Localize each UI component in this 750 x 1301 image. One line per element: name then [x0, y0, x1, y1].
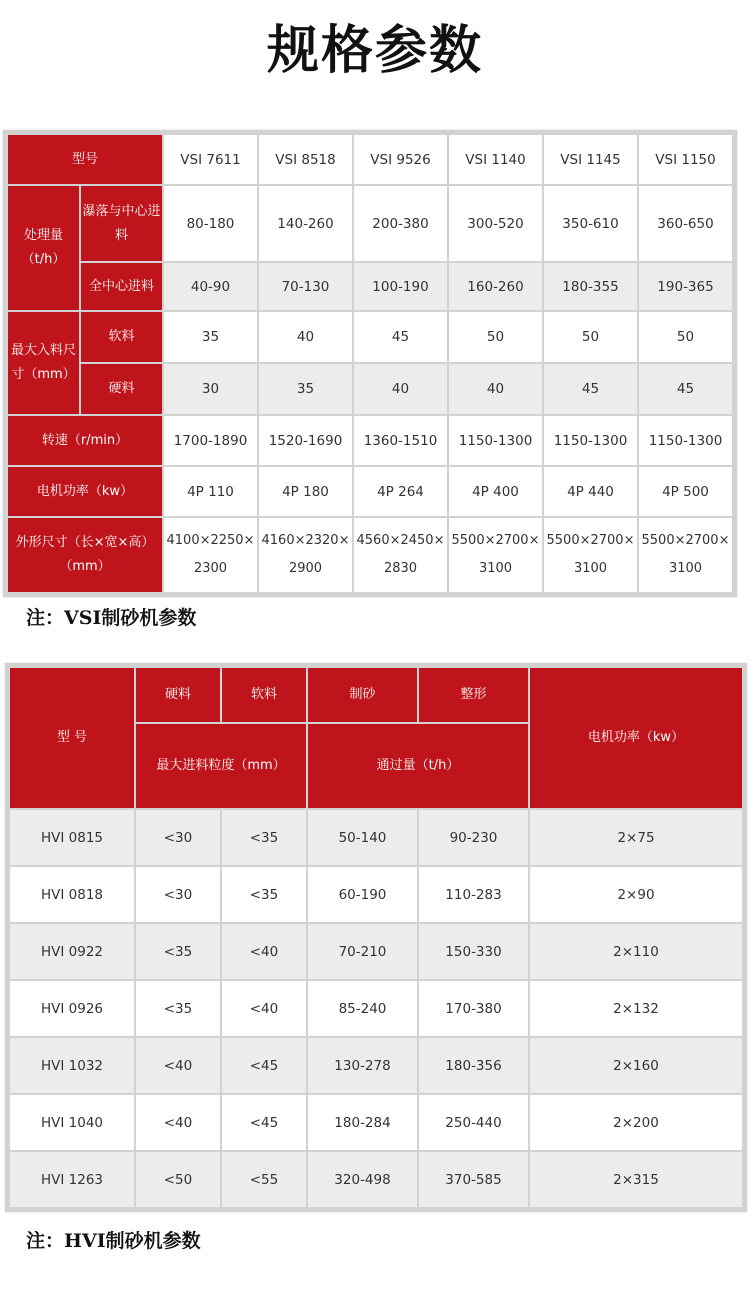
table-row	[10, 810, 742, 865]
table-row	[10, 924, 742, 979]
vsi-model-cell: VSI 9526	[354, 135, 447, 184]
hvi-hard-cell: <40	[136, 1038, 220, 1093]
hvi-soft-cell: <35	[222, 810, 306, 865]
vsi-dim-cell: 5500×2700×3100	[449, 518, 542, 592]
vsi-power-cell: 4P 180	[259, 467, 352, 516]
vsi-dim-cell: 5500×2700×3100	[544, 518, 637, 592]
hvi-model-cell: HVI 0818	[10, 867, 134, 922]
hvi-model-cell: HVI 1263	[10, 1152, 134, 1207]
hvi-soft-cell: <40	[222, 924, 306, 979]
hvi-model-cell: HVI 1032	[10, 1038, 134, 1093]
vsi-model-cell: VSI 8518	[259, 135, 352, 184]
vsi-model-cell: VSI 1140	[449, 135, 542, 184]
vsi-model-cell: VSI 7611	[164, 135, 257, 184]
vsi-model-label: 型号	[8, 135, 162, 184]
vsi-soft-cell: 45	[354, 312, 447, 362]
hvi-shape-cell: 110-283	[419, 867, 528, 922]
vsi-model-cell: VSI 1150	[639, 135, 732, 184]
hvi-shape-cell: 90-230	[419, 810, 528, 865]
hvi-sand-cell: 60-190	[308, 867, 417, 922]
hvi-soft-label: 软料	[222, 668, 306, 722]
vsi-hard-label: 硬料	[81, 364, 162, 414]
hvi-spec-table	[5, 663, 747, 1212]
hvi-hard-cell: <35	[136, 924, 220, 979]
hvi-model-cell: HVI 0922	[10, 924, 134, 979]
hvi-sand-cell: 320-498	[308, 1152, 417, 1207]
hvi-feed-label: 最大进料粒度（mm）	[136, 724, 306, 808]
table-row	[10, 981, 742, 1036]
hvi-shape-label: 整形	[419, 668, 528, 722]
vsi-speed-cell: 1360-1510	[354, 416, 447, 465]
vsi-hard-cell: 45	[639, 364, 732, 414]
hvi-sand-label: 制砂	[308, 668, 417, 722]
vsi-dim-cell: 4160×2320×2900	[259, 518, 352, 592]
hvi-soft-cell: <40	[222, 981, 306, 1036]
vsi-speed-cell: 1150-1300	[639, 416, 732, 465]
vsi-cascade-label: 瀑落与中心进料	[81, 186, 162, 261]
vsi-hard-cell: 45	[544, 364, 637, 414]
vsi-soft-cell: 50	[639, 312, 732, 362]
vsi-cascade-cell: 80-180	[164, 186, 257, 261]
table-row	[10, 1095, 742, 1150]
page-title: 规格参数	[266, 21, 483, 81]
vsi-dim-cell: 4100×2250×2300	[164, 518, 257, 592]
vsi-capacity-label: 处理量（t/h）	[8, 186, 79, 310]
hvi-sand-cell: 70-210	[308, 924, 417, 979]
hvi-soft-cell: <35	[222, 867, 306, 922]
vsi-soft-label: 软料	[81, 312, 162, 362]
hvi-note: 注：HVI制砂机参数	[26, 1230, 201, 1252]
vsi-speed-label: 转速（r/min）	[8, 416, 162, 465]
vsi-hard-cell: 35	[259, 364, 352, 414]
vsi-cascade-cell: 200-380	[354, 186, 447, 261]
vsi-dim-cell: 5500×2700×3100	[639, 518, 732, 592]
vsi-center-cell: 40-90	[164, 263, 257, 310]
vsi-dim-cell: 4560×2450×2830	[354, 518, 447, 592]
vsi-speed-cell: 1700-1890	[164, 416, 257, 465]
hvi-shape-cell: 180-356	[419, 1038, 528, 1093]
hvi-shape-cell: 370-585	[419, 1152, 528, 1207]
hvi-soft-cell: <45	[222, 1038, 306, 1093]
vsi-speed-cell: 1520-1690	[259, 416, 352, 465]
hvi-power-cell: 2×132	[530, 981, 742, 1036]
vsi-power-cell: 4P 440	[544, 467, 637, 516]
hvi-sand-cell: 180-284	[308, 1095, 417, 1150]
vsi-power-label: 电机功率（kw）	[8, 467, 162, 516]
vsi-model-cell: VSI 1145	[544, 135, 637, 184]
table-row	[10, 1038, 742, 1093]
vsi-cascade-cell: 350-610	[544, 186, 637, 261]
vsi-hard-cell: 30	[164, 364, 257, 414]
hvi-hard-cell: <30	[136, 810, 220, 865]
hvi-power-cell: 2×75	[530, 810, 742, 865]
vsi-power-cell: 4P 400	[449, 467, 542, 516]
hvi-hard-label: 硬料	[136, 668, 220, 722]
vsi-soft-cell: 50	[449, 312, 542, 362]
vsi-speed-cell: 1150-1300	[449, 416, 542, 465]
vsi-spec-table	[3, 130, 737, 597]
vsi-soft-cell: 50	[544, 312, 637, 362]
vsi-center-cell: 70-130	[259, 263, 352, 310]
vsi-note: 注：VSI制砂机参数	[26, 607, 197, 629]
vsi-feed-label: 最大入料尺寸（mm）	[8, 312, 79, 414]
hvi-model-label: 型 号	[10, 668, 134, 808]
hvi-hard-cell: <40	[136, 1095, 220, 1150]
hvi-shape-cell: 250-440	[419, 1095, 528, 1150]
hvi-hard-cell: <30	[136, 867, 220, 922]
hvi-sand-cell: 50-140	[308, 810, 417, 865]
hvi-model-cell: HVI 0815	[10, 810, 134, 865]
hvi-power-cell: 2×110	[530, 924, 742, 979]
vsi-speed-cell: 1150-1300	[544, 416, 637, 465]
hvi-sand-cell: 85-240	[308, 981, 417, 1036]
table-row	[10, 1152, 742, 1207]
hvi-soft-cell: <45	[222, 1095, 306, 1150]
hvi-hard-cell: <35	[136, 981, 220, 1036]
vsi-cascade-cell: 140-260	[259, 186, 352, 261]
vsi-power-cell: 4P 500	[639, 467, 732, 516]
hvi-throughput-label: 通过量（t/h）	[308, 724, 528, 808]
vsi-power-cell: 4P 264	[354, 467, 447, 516]
hvi-model-cell: HVI 0926	[10, 981, 134, 1036]
hvi-power-cell: 2×200	[530, 1095, 742, 1150]
hvi-hard-cell: <50	[136, 1152, 220, 1207]
vsi-dim-label: 外形尺寸（长×宽×高）（mm）	[8, 518, 162, 592]
table-row	[10, 867, 742, 922]
vsi-center-label: 全中心进料	[81, 263, 162, 310]
vsi-cascade-cell: 360-650	[639, 186, 732, 261]
vsi-hard-cell: 40	[449, 364, 542, 414]
hvi-soft-cell: <55	[222, 1152, 306, 1207]
vsi-soft-cell: 35	[164, 312, 257, 362]
hvi-model-cell: HVI 1040	[10, 1095, 134, 1150]
vsi-cascade-cell: 300-520	[449, 186, 542, 261]
vsi-hard-cell: 40	[354, 364, 447, 414]
vsi-center-cell: 180-355	[544, 263, 637, 310]
hvi-shape-cell: 170-380	[419, 981, 528, 1036]
vsi-center-cell: 190-365	[639, 263, 732, 310]
hvi-shape-cell: 150-330	[419, 924, 528, 979]
vsi-power-cell: 4P 110	[164, 467, 257, 516]
vsi-center-cell: 160-260	[449, 263, 542, 310]
hvi-power-cell: 2×90	[530, 867, 742, 922]
vsi-center-cell: 100-190	[354, 263, 447, 310]
hvi-power-cell: 2×160	[530, 1038, 742, 1093]
hvi-power-cell: 2×315	[530, 1152, 742, 1207]
hvi-sand-cell: 130-278	[308, 1038, 417, 1093]
hvi-power-label: 电机功率（kw）	[530, 668, 742, 808]
vsi-soft-cell: 40	[259, 312, 352, 362]
